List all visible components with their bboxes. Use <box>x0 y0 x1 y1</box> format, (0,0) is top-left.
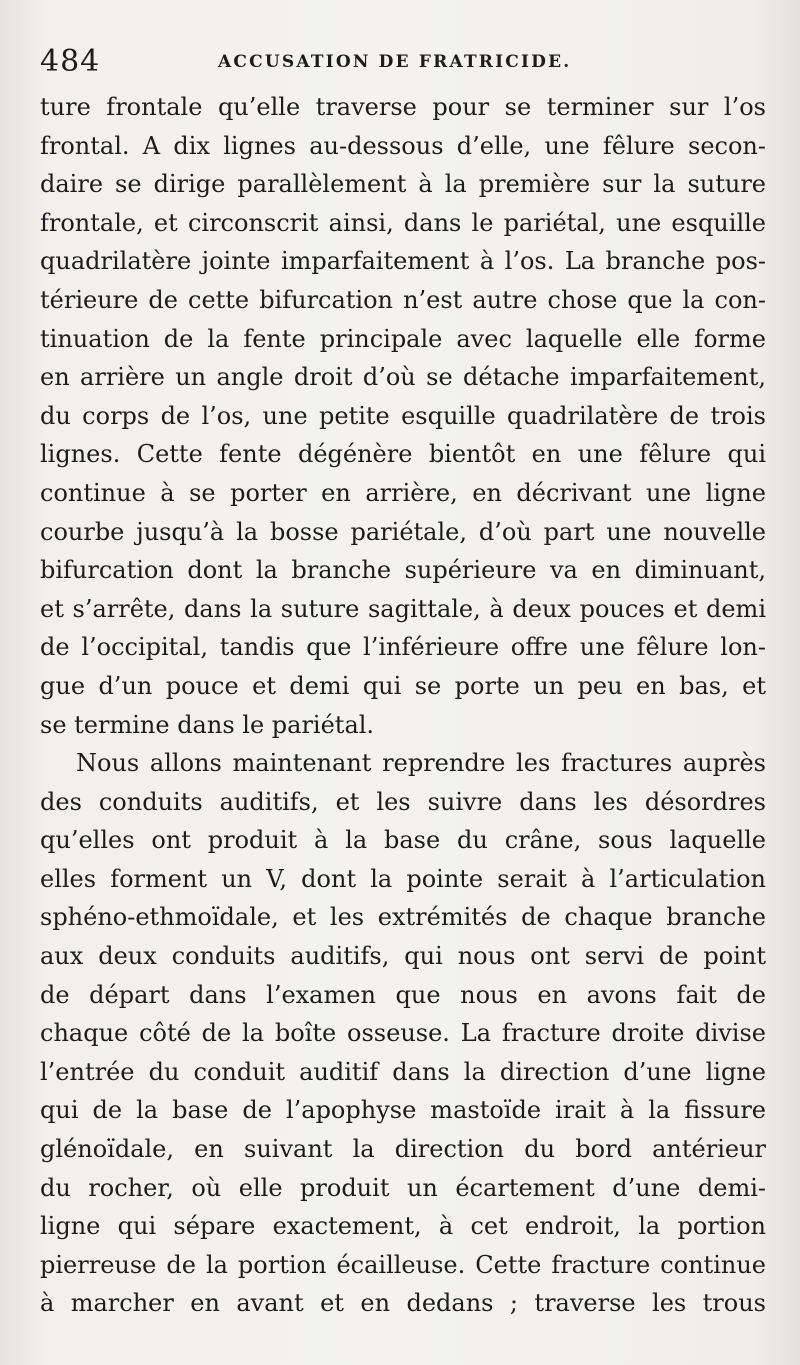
text-line: glénoïdale, en suivant la direction du bord antérieur <box>40 1135 766 1164</box>
body-text <box>40 88 766 1323</box>
text-line: pierreuse de la portion écailleuse. Cette fracture continue <box>40 1250 766 1279</box>
text-line: à marcher en avant et en dedans ; traverse les trous <box>40 1289 766 1318</box>
text-line: ligne qui sépare exactement, à cet endroit, la portion <box>40 1212 766 1241</box>
page-number: 484 <box>40 44 101 79</box>
text-line: qui de la base de l’apophyse mastoïde irait à la fissure <box>40 1096 766 1125</box>
text-line: aux deux conduits auditifs, qui nous ont servi de point <box>40 942 766 971</box>
text-line: gue d’un pouce et demi qui se porte un peu en bas, et <box>40 671 766 700</box>
text-line: chaque côté de la boîte osseuse. La fracture droite divise <box>40 1019 766 1048</box>
text-line: frontale, et circonscrit ainsi, dans le pariétal, une esquille <box>40 208 766 237</box>
text-line: du corps de l’os, une petite esquille quadrilatère de trois <box>40 401 766 430</box>
text-line: bifurcation dont la branche supérieure va en diminuant, <box>40 556 766 585</box>
paragraph-end-line: se termine dans le pariétal. <box>40 710 375 739</box>
text-line: l’entrée du conduit auditif dans la direction d’une ligne <box>40 1057 766 1086</box>
text-line: daire se dirige parallèlement à la première sur la suture <box>40 170 766 199</box>
text-line: sphéno-ethmoïdale, et les extrémités de chaque branche <box>40 903 766 932</box>
text-line: des conduits auditifs, et les suivre dans les désordres <box>40 787 766 816</box>
text-line: térieure de cette bifurcation n’est autre chose que la con- <box>40 285 766 314</box>
text-line: ture frontale qu’elle traverse pour se terminer sur l’os <box>40 93 766 121</box>
text-line: elles forment un V, dont la pointe serait à l’articulation <box>40 864 766 893</box>
text-line: de l’occipital, tandis que l’inférieure offre une fêlure lon- <box>40 633 766 662</box>
text-line: frontal. A dix lignes au-dessous d’elle, une fêlure secon- <box>40 131 766 160</box>
text-line: et s’arrête, dans la suture sagittale, à deux pouces et demi <box>40 594 766 623</box>
text-line: quadrilatère jointe imparfaitement à l’os. La branche pos- <box>40 247 766 276</box>
page-header <box>40 40 770 80</box>
text-line: en arrière un angle droit d’où se détache imparfaitement, <box>40 363 766 392</box>
running-head: ACCUSATION DE FRATRICIDE. <box>218 52 572 72</box>
text-line: du rocher, où elle produit un écartement d’une demi- <box>40 1173 766 1202</box>
text-line: tinuation de la fente principale avec laquelle elle forme <box>40 324 766 353</box>
text-line: lignes. Cette fente dégénère bientôt en une fêlure qui <box>40 440 766 469</box>
text-line: de départ dans l’examen que nous en avons fait de <box>40 980 766 1009</box>
paragraph-start-line: Nous allons maintenant reprendre les fractures auprès <box>76 749 766 778</box>
text-line: courbe jusqu’à la bosse pariétale, d’où part une nouvelle <box>40 517 766 546</box>
text-line: continue à se porter en arrière, en décrivant une ligne <box>40 478 766 507</box>
text-line: qu’elles ont produit à la base du crâne, sous laquelle <box>40 826 766 855</box>
